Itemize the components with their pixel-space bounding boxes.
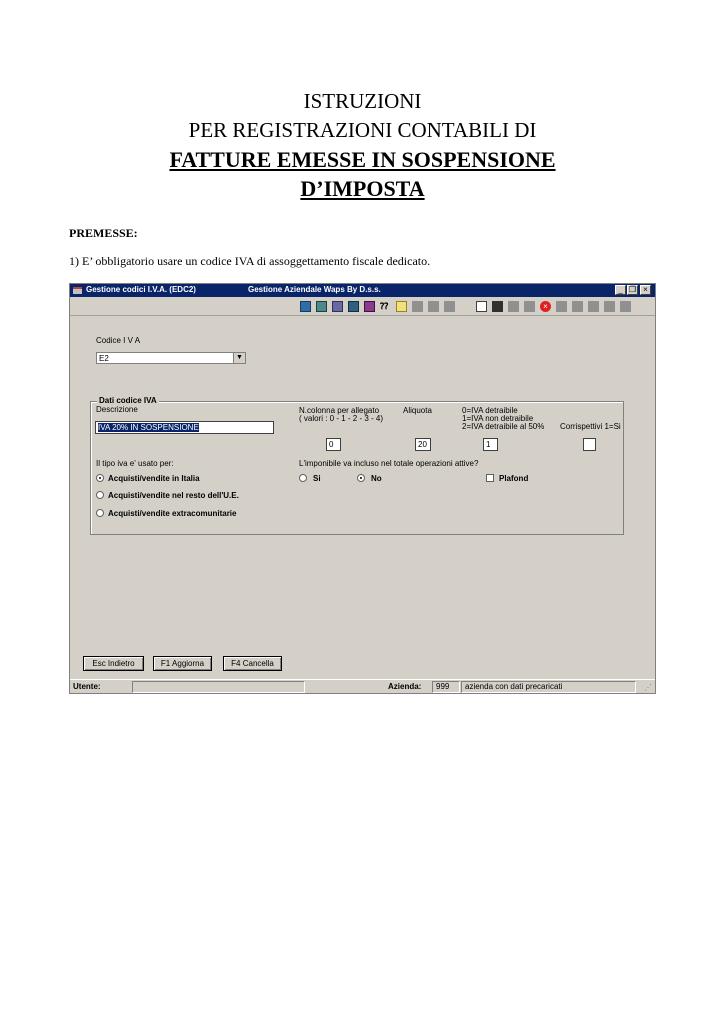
disabled-icon bbox=[508, 301, 519, 312]
doc-title-line4: D’IMPOSTA bbox=[300, 176, 425, 201]
aliquota-label: Aliquota bbox=[403, 406, 432, 415]
disabled-icon bbox=[524, 301, 535, 312]
image-icon[interactable] bbox=[348, 301, 359, 312]
disabled-icon bbox=[412, 301, 423, 312]
radio-extra[interactable] bbox=[96, 509, 104, 517]
app-window bbox=[69, 283, 656, 694]
radio-italia-label: Acquisti/vendite in Italia bbox=[108, 474, 200, 483]
toolbar-divider bbox=[70, 315, 655, 316]
section-heading: PREMESSE: bbox=[69, 226, 138, 240]
utente-field bbox=[132, 681, 305, 693]
radio-si-label: Si bbox=[313, 474, 321, 483]
doc-title-line2: PER REGISTRAZIONI CONTABILI DI bbox=[188, 118, 537, 142]
detraibile-line3: 2=IVA detraibile al 50% bbox=[462, 422, 545, 431]
esc-button[interactable]: Esc Indietro bbox=[83, 656, 144, 671]
folder-icon[interactable] bbox=[396, 301, 407, 312]
chevron-down-icon[interactable]: ▼ bbox=[233, 353, 245, 363]
paragraph: 1) E’ obbligatorio usare un codice IVA di assoggettamento fiscale dedicato. bbox=[69, 254, 431, 268]
restore-button[interactable]: ❐ bbox=[628, 285, 637, 294]
codice-iva-value: E2 bbox=[99, 354, 109, 363]
azienda-code: 999 bbox=[432, 681, 460, 693]
plafond-label: Plafond bbox=[499, 474, 529, 483]
calculator-icon[interactable] bbox=[300, 301, 311, 312]
app-name: Gestione Aziendale Waps By D.s.s. bbox=[248, 285, 381, 294]
disabled-icon bbox=[604, 301, 615, 312]
disabled-icon bbox=[428, 301, 439, 312]
tools-icon[interactable] bbox=[332, 301, 343, 312]
notes-icon[interactable] bbox=[316, 301, 327, 312]
azienda-label: Azienda: bbox=[388, 682, 422, 691]
codice-iva-select[interactable] bbox=[96, 352, 246, 364]
book-icon[interactable] bbox=[364, 301, 375, 312]
utente-label: Utente: bbox=[73, 682, 101, 691]
ncolonna-label: N.colonna per allegato bbox=[299, 406, 380, 415]
radio-no-label: No bbox=[371, 474, 382, 483]
print-preview-icon[interactable] bbox=[476, 301, 487, 312]
radio-ue[interactable] bbox=[96, 491, 104, 499]
radio-si[interactable] bbox=[299, 474, 307, 482]
disabled-icon bbox=[444, 301, 455, 312]
ncolonna-hint: ( valori : 0 - 1 - 2 - 3 - 4) bbox=[299, 414, 384, 423]
ncolonna-input[interactable]: 0 bbox=[326, 438, 341, 451]
aliquota-input[interactable]: 20 bbox=[415, 438, 431, 451]
resize-grip-icon[interactable]: ⋰ bbox=[644, 683, 652, 692]
imponibile-label: L'imponibile va incluso nel totale operazioni attive? bbox=[299, 459, 479, 468]
disabled-icon bbox=[572, 301, 583, 312]
status-bar bbox=[70, 679, 655, 694]
app-icon bbox=[73, 287, 82, 294]
minimize-button[interactable]: _ bbox=[615, 285, 626, 295]
cancella-button[interactable]: F4 Cancella bbox=[223, 656, 282, 671]
close-button[interactable]: × bbox=[640, 285, 651, 295]
detraibile-line1: 0=IVA detraibile bbox=[462, 406, 518, 415]
doc-title-line3: FATTURE EMESSE IN SOSPENSIONE bbox=[169, 147, 556, 172]
delete-icon[interactable]: × bbox=[540, 301, 551, 312]
disabled-icon bbox=[556, 301, 567, 312]
plafond-checkbox[interactable] bbox=[486, 474, 494, 482]
doc-title-line1: ISTRUZIONI bbox=[303, 89, 422, 113]
window-titlebar bbox=[70, 284, 655, 297]
help-icon[interactable]: ⁇ bbox=[380, 301, 389, 311]
disabled-icon bbox=[588, 301, 599, 312]
tipo-label: Il tipo iva e' usato per: bbox=[96, 459, 174, 468]
corrispettivi-label: Corrispettivi 1=Si bbox=[560, 422, 621, 431]
descrizione-label: Descrizione bbox=[96, 405, 138, 414]
disabled-icon bbox=[620, 301, 631, 312]
radio-extra-label: Acquisti/vendite extracomunitarie bbox=[108, 509, 237, 518]
azienda-desc: azienda con dati precaricati bbox=[461, 681, 636, 693]
codice-label: Codice I V A bbox=[96, 336, 141, 345]
group-label: Dati codice IVA bbox=[99, 396, 157, 405]
window-title: Gestione codici I.V.A. (EDC2) bbox=[86, 285, 196, 294]
aggiorna-button[interactable]: F1 Aggiorna bbox=[153, 656, 212, 671]
save-icon[interactable] bbox=[492, 301, 503, 312]
detraibile-line2: 1=IVA non detraibile bbox=[462, 414, 534, 423]
radio-ue-label: Acquisti/vendite nel resto dell'U.E. bbox=[108, 491, 239, 500]
detraibile-input[interactable]: 1 bbox=[483, 438, 498, 451]
radio-no[interactable] bbox=[357, 474, 365, 482]
descrizione-input[interactable] bbox=[95, 421, 274, 434]
corrispettivi-input[interactable] bbox=[583, 438, 596, 451]
descrizione-value: IVA 20% IN SOSPENSIONE bbox=[98, 423, 199, 432]
radio-italia[interactable] bbox=[96, 474, 104, 482]
